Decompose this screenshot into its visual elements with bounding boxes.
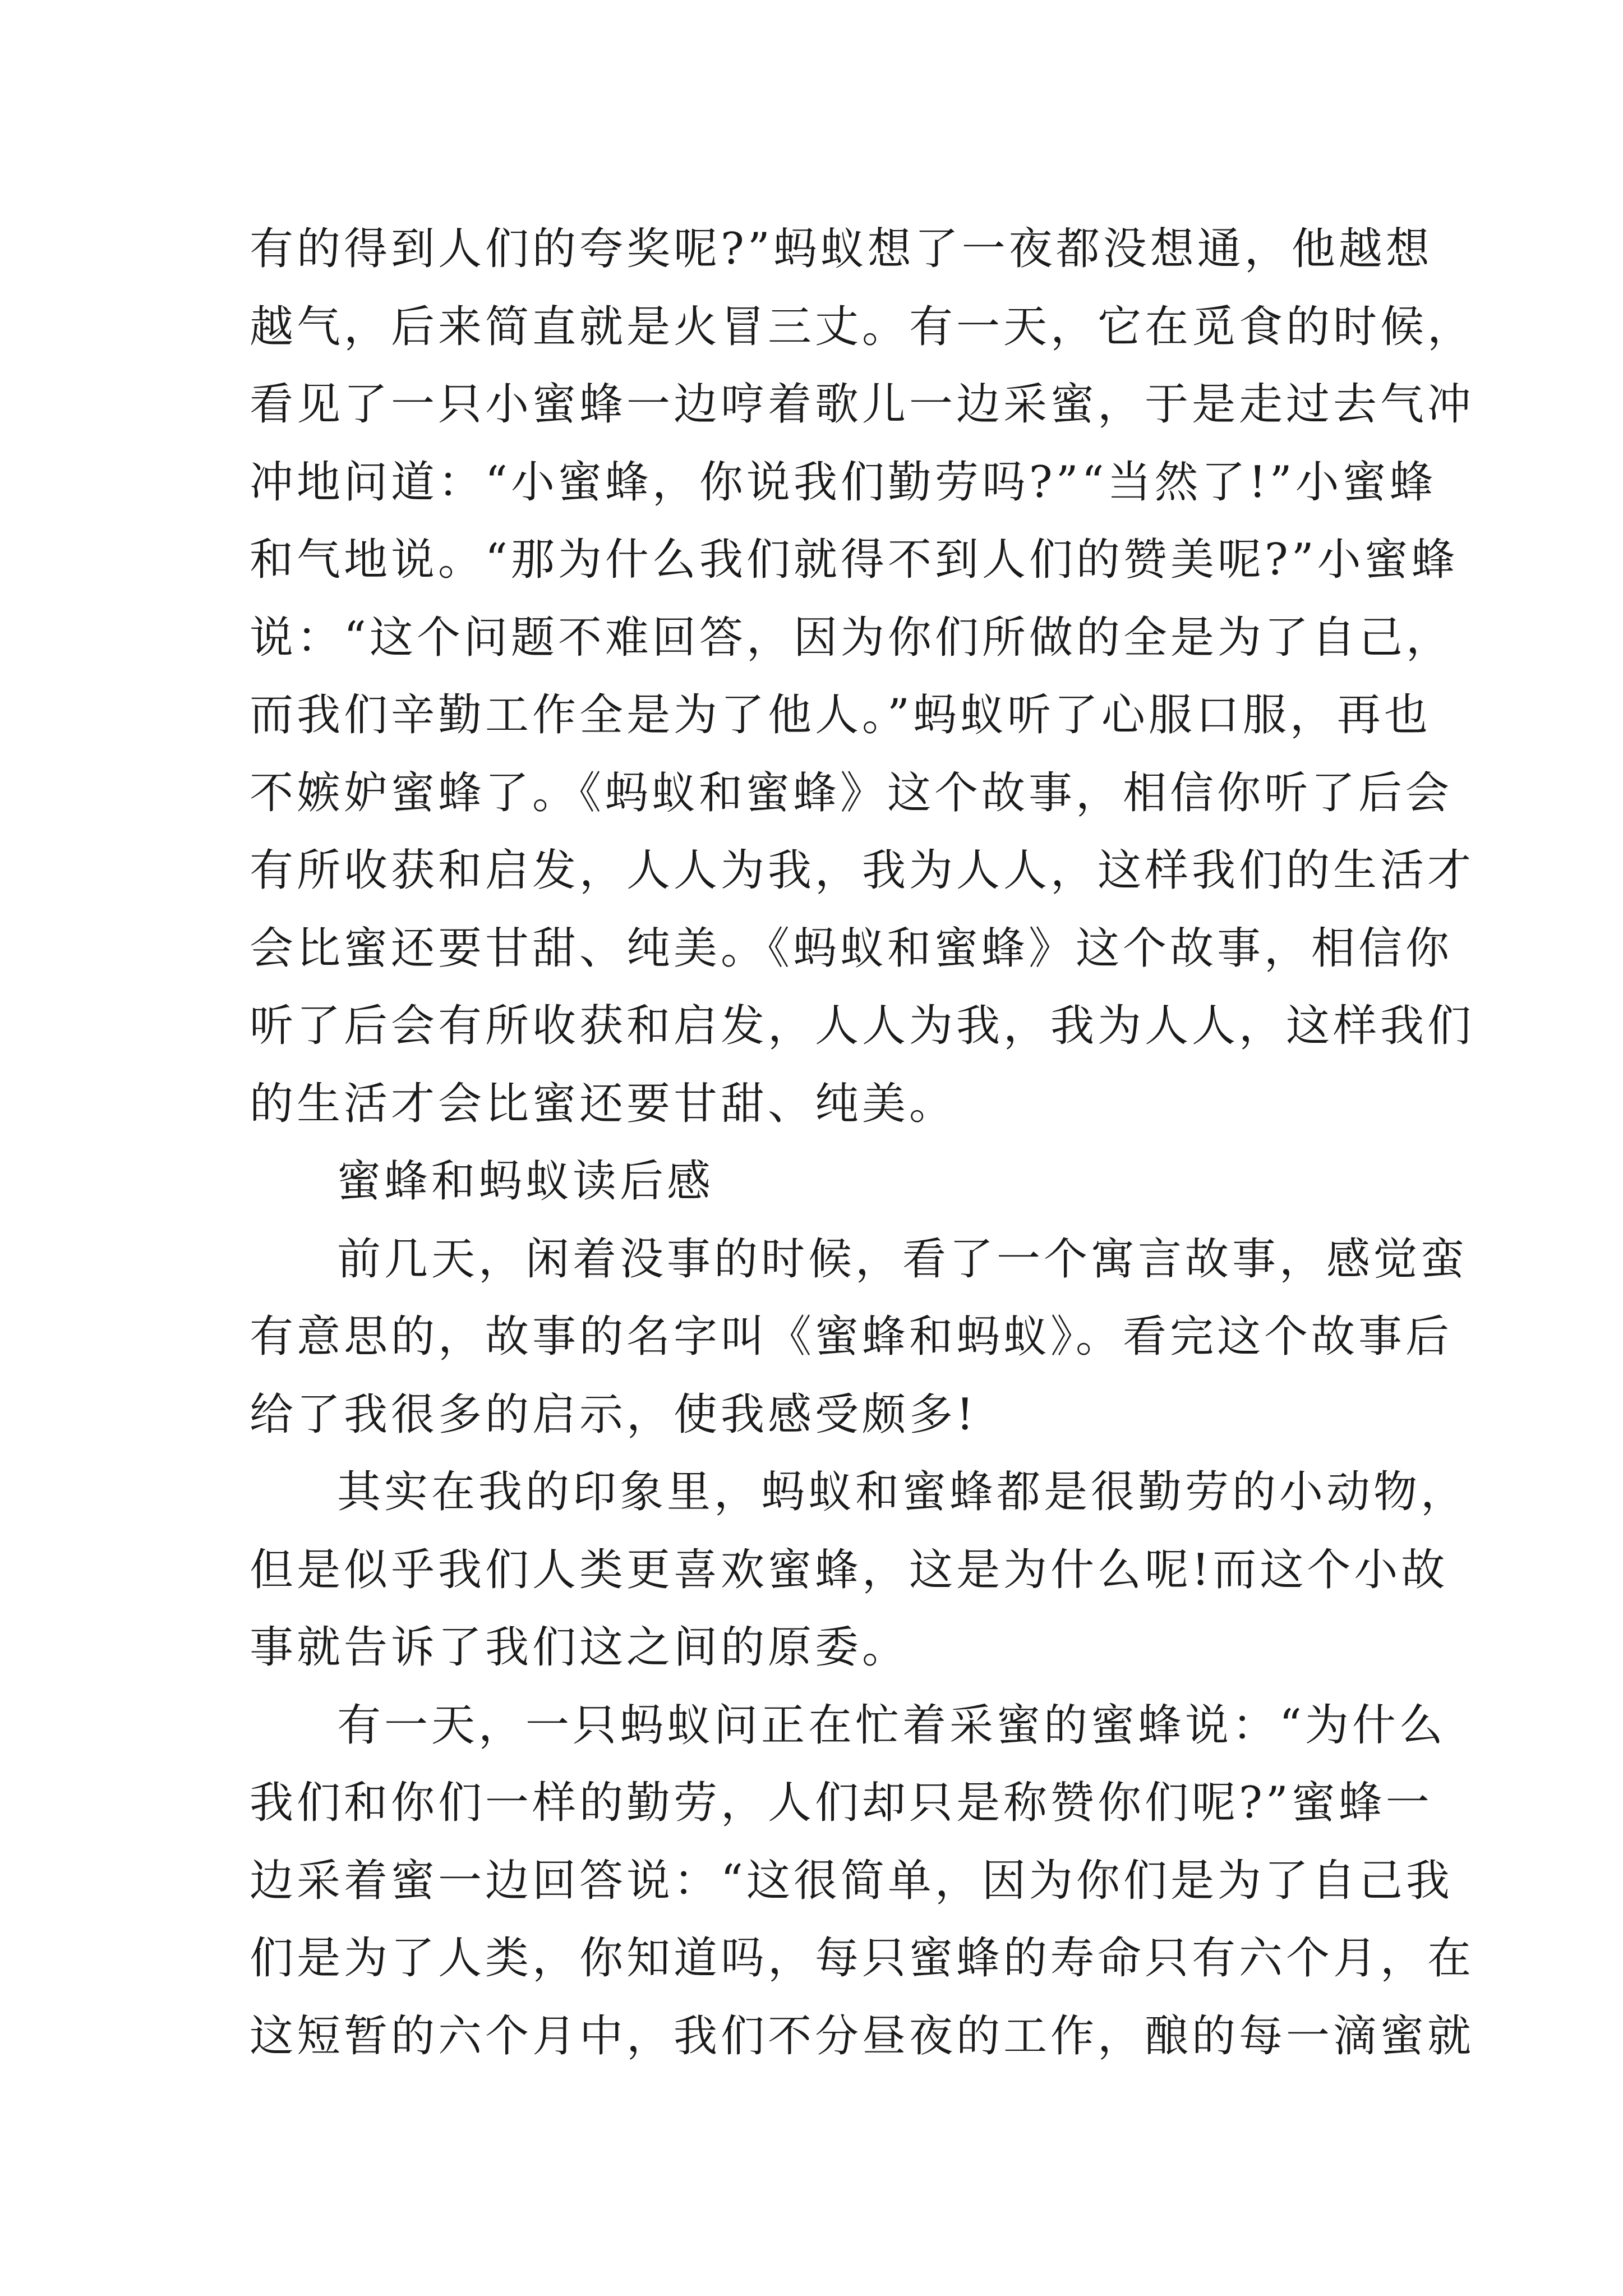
text-line: 前几天，闲着没事的时候，看了一个寓言故事，感觉蛮 (337, 1234, 1468, 1285)
text-line: 我们和你们一样的勤劳，人们却只是称赞你们呢?”蜜蜂一 (250, 1778, 1433, 1828)
text-line: 事就告诉了我们这之间的原委。 (250, 1622, 910, 1673)
text-line: 给了我很多的启示，使我感受颇多! (250, 1389, 978, 1440)
text-line: 的生活才会比蜜还要甘甜、纯美。 (250, 1078, 957, 1129)
text-line: 而我们辛勤工作全是为了他人。”蚂蚁听了心服口服，再也 (250, 690, 1431, 740)
text-line: 和气地说。“那为什么我们就得不到人们的赞美呢?”小蜜蜂 (250, 535, 1459, 585)
text-line: 说：“这个问题不难回答，因为你们所做的全是为了自己， (250, 612, 1453, 663)
text-line: 冲地问道：“小蜜蜂，你说我们勤劳吗?”“当然了!”小蜜蜂 (250, 457, 1437, 508)
text-line: 这短暂的六个月中，我们不分昼夜的工作，酿的每一滴蜜就 (250, 2010, 1475, 2062)
text-line: 但是似乎我们人类更喜欢蜜蜂，这是为什么呢!而这个小故 (250, 1544, 1449, 1595)
text-line: 听了后会有所收获和启发，人人为我，我为人人，这样我们 (250, 1001, 1475, 1051)
text-line: 们是为了人类，你知道吗，每只蜜蜂的寿命只有六个月，在 (250, 1933, 1475, 1984)
text-line: 其实在我的印象里，蚂蚁和蜜蜂都是很勤劳的小动物， (337, 1467, 1468, 1517)
text-line: 有所收获和启发，人人为我，我为人人，这样我们的生活才 (250, 845, 1475, 896)
section-heading: 蜜蜂和蚂蚁读后感 (337, 1156, 714, 1207)
body-text (250, 210, 1475, 2075)
text-line: 会比蜜还要甘甜、纯美。《蚂蚁和蜜蜂》这个故事，相信你 (250, 923, 1453, 974)
text-line: 有意思的，故事的名字叫《蜜蜂和蚂蚁》。看完这个故事后 (250, 1312, 1453, 1362)
text-line: 越气，后来简直就是火冒三丈。有一天，它在觅食的时候， (250, 301, 1475, 352)
text-line: 不嫉妒蜜蜂了。《蚂蚁和蜜蜂》这个故事，相信你听了后会 (250, 767, 1453, 818)
text-line: 边采着蜜一边回答说：“这很简单，因为你们是为了自己我 (250, 1855, 1453, 1906)
text-line: 有的得到人们的夸奖呢?”蚂蚁想了一夜都没想通，他越想 (250, 224, 1433, 274)
text-line: 看见了一只小蜜蜂一边哼着歌儿一边采蜜，于是走过去气冲 (250, 379, 1475, 430)
text-line: 有一天，一只蚂蚁问正在忙着采蜜的蜜蜂说：“为什么 (337, 1700, 1446, 1751)
